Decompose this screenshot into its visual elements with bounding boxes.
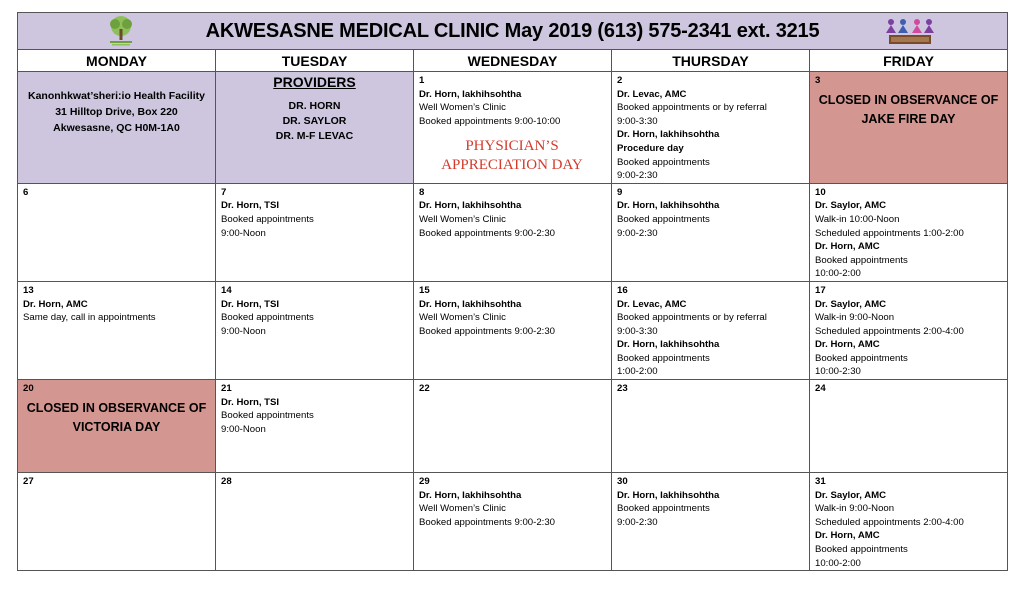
week-row <box>18 473 1008 571</box>
address-line: Akwesasne, QC H0M-1A0 <box>53 122 180 134</box>
address-line: Kanonhkwat’sheri:io Health Facility <box>28 90 205 102</box>
day-cell-14 <box>216 281 414 379</box>
day-cell-31 <box>810 473 1008 571</box>
schedule-line: 9:00-Noon <box>221 423 266 435</box>
doctor-name: Dr. Horn, TSI <box>221 298 280 310</box>
day-number: 22 <box>419 383 430 395</box>
schedule-line: 1:00-2:00 <box>617 366 658 378</box>
people-logo-icon <box>877 16 943 46</box>
day-cell-20 <box>18 380 216 473</box>
day-cell-2 <box>612 72 810 184</box>
day-number: 16 <box>617 284 628 296</box>
closed-notice-line: VICTORIA DAY <box>72 419 161 434</box>
schedule-line: 9:00-3:30 <box>617 115 658 127</box>
weekday-header: WEDNESDAY <box>414 50 612 72</box>
doctor-name: Dr. Horn, Iakhihsohtha <box>419 88 522 100</box>
doctor-name: Dr. Horn, Iakhihsohtha <box>617 129 720 141</box>
schedule-line: Booked appointments <box>221 312 314 324</box>
day-cell-30 <box>612 473 810 571</box>
schedule-line: Booked appointments <box>221 410 314 422</box>
doctor-name: Dr. Horn, Iakhihsohtha <box>419 489 522 501</box>
schedule-line: Booked appointments or by referral <box>617 312 767 324</box>
calendar-table <box>17 12 1008 571</box>
day-number: 10 <box>815 186 826 198</box>
doctor-name: Dr. Horn, Iakhihsohtha <box>617 339 720 351</box>
schedule-line: 10:00-2:00 <box>815 557 861 569</box>
day-cell-15 <box>414 281 612 379</box>
week-row <box>18 380 1008 473</box>
schedule-line: Booked appointments <box>815 352 908 364</box>
day-number: 2 <box>617 75 623 86</box>
schedule-line: Booked appointments <box>617 156 710 168</box>
title-cell <box>18 13 1008 50</box>
closed-notice-line: CLOSED IN OBSERVANCE OF <box>818 92 999 107</box>
day-number: 29 <box>419 476 430 488</box>
weekday-header: TUESDAY <box>216 50 414 72</box>
day-cell-27 <box>18 473 216 571</box>
day-number: 28 <box>221 476 232 488</box>
special-event <box>419 137 611 175</box>
schedule-line: 10:00-2:00 <box>815 268 861 280</box>
doctor-name: Dr. Horn, AMC <box>23 298 88 310</box>
day-cell-23 <box>612 380 810 473</box>
doctor-name: Dr. Levac, AMC <box>617 88 687 100</box>
closed-notice <box>815 91 1007 129</box>
schedule-line: Same day, call in appointments <box>23 312 156 324</box>
day-cell-28 <box>216 473 414 571</box>
doctor-name: Dr. Horn, Iakhihsohtha <box>419 298 522 310</box>
schedule-line: Booked appointments 9:00-10:00 <box>419 115 561 127</box>
schedule-note: Procedure day <box>617 142 684 154</box>
schedule-line: 9:00-Noon <box>221 325 266 337</box>
day-cell-29 <box>414 473 612 571</box>
schedule-line: Walk-in 9:00-Noon <box>815 503 895 515</box>
schedule-line: Booked appointments <box>617 503 710 515</box>
doctor-name: Dr. Saylor, AMC <box>815 200 887 212</box>
schedule-line: Booked appointments 9:00-2:30 <box>419 227 556 239</box>
schedule-line: 9:00-2:30 <box>617 170 658 182</box>
schedule-line: Well Women’s Clinic <box>419 102 506 114</box>
title-bar <box>18 13 1008 50</box>
doctor-name: Dr. Saylor, AMC <box>815 489 887 501</box>
day-number: 14 <box>221 284 232 296</box>
day-number: 27 <box>23 476 34 488</box>
schedule-line: Scheduled appointments 2:00-4:00 <box>815 325 964 337</box>
day-cell-10 <box>810 183 1008 281</box>
doctor-name: Dr. Horn, Iakhihsohtha <box>617 489 720 501</box>
day-number: 31 <box>815 476 826 488</box>
doctor-name: Dr. Horn, AMC <box>815 530 880 542</box>
provider-name: DR. SAYLOR <box>282 115 347 127</box>
day-cell-24 <box>810 380 1008 473</box>
schedule-line: Walk-in 10:00-Noon <box>815 213 900 225</box>
day-cell-7 <box>216 183 414 281</box>
day-number: 1 <box>419 75 425 86</box>
doctor-name: Dr. Horn, Iakhihsohtha <box>419 200 522 212</box>
day-cell-8 <box>414 183 612 281</box>
closed-notice-line: JAKE FIRE DAY <box>861 111 956 126</box>
day-number: 20 <box>23 383 34 395</box>
doctor-name: Dr. Saylor, AMC <box>815 298 887 310</box>
schedule-line: Booked appointments <box>617 213 710 225</box>
schedule-line: 9:00-Noon <box>221 227 266 239</box>
day-cell-9 <box>612 183 810 281</box>
closed-notice <box>23 399 215 437</box>
day-number: 30 <box>617 476 628 488</box>
schedule-line: Well Women’s Clinic <box>419 312 506 324</box>
day-cell-22 <box>414 380 612 473</box>
weekday-header-row <box>18 50 1008 72</box>
address-line: 31 Hilltop Drive, Box 220 <box>55 106 178 118</box>
day-number: 8 <box>419 186 425 198</box>
tree-logo-icon <box>106 15 136 47</box>
schedule-line: Booked appointments <box>815 544 908 556</box>
doctor-name: Dr. Horn, Iakhihsohtha <box>617 200 720 212</box>
schedule-line: Booked appointments 9:00-2:30 <box>419 516 556 528</box>
day-number: 3 <box>815 75 821 86</box>
day-cell-17 <box>810 281 1008 379</box>
day-number: 21 <box>221 383 232 395</box>
closed-notice-line: CLOSED IN OBSERVANCE OF <box>26 400 207 415</box>
doctor-name: Dr. Horn, TSI <box>221 396 280 408</box>
schedule-line: Well Women’s Clinic <box>419 503 506 515</box>
day-number: 6 <box>23 186 29 198</box>
doctor-name: Dr. Horn, AMC <box>815 241 880 253</box>
schedule-line: Well Women’s Clinic <box>419 213 506 225</box>
address-cell <box>18 72 216 184</box>
day-number: 17 <box>815 284 826 296</box>
day-number: 13 <box>23 284 34 296</box>
day-number: 15 <box>419 284 430 296</box>
doctor-name: Dr. Horn, AMC <box>815 339 880 351</box>
day-number: 9 <box>617 186 623 198</box>
day-number: 24 <box>815 383 826 395</box>
day-number: 23 <box>617 383 628 395</box>
day-cell-6 <box>18 183 216 281</box>
providers-title: PROVIDERS <box>273 74 356 90</box>
provider-name: DR. HORN <box>288 100 341 112</box>
provider-name: DR. M-F LEVAC <box>275 130 354 142</box>
schedule-line: Scheduled appointments 2:00-4:00 <box>815 516 964 528</box>
day-number: 7 <box>221 186 227 198</box>
weekday-header: FRIDAY <box>810 50 1008 72</box>
schedule-line: 10:00-2:30 <box>815 366 861 378</box>
day-cell-1 <box>414 72 612 184</box>
special-event-line: PHYSICIAN’S <box>465 138 559 155</box>
week-row <box>18 183 1008 281</box>
providers-cell <box>216 72 414 184</box>
day-cell-13 <box>18 281 216 379</box>
schedule-line: Booked appointments 9:00-2:30 <box>419 325 556 337</box>
schedule-line: Booked appointments <box>221 213 314 225</box>
schedule-line: Booked appointments <box>815 254 908 266</box>
schedule-line: Booked appointments or by referral <box>617 102 767 114</box>
day-cell-16 <box>612 281 810 379</box>
week-row <box>18 281 1008 379</box>
doctor-name: Dr. Horn, TSI <box>221 200 280 212</box>
day-cell-3 <box>810 72 1008 184</box>
schedule-line: Booked appointments <box>617 352 710 364</box>
week-row <box>18 72 1008 184</box>
schedule-line: 9:00-2:30 <box>617 227 658 239</box>
schedule-line: Scheduled appointments 1:00-2:00 <box>815 227 964 239</box>
page-title: AKWESASNE MEDICAL CLINIC May 2019 (613) 575-2341 ext. 3215 <box>205 20 820 42</box>
schedule-line: Walk-in 9:00-Noon <box>815 312 895 324</box>
schedule-line: 9:00-2:30 <box>617 516 658 528</box>
weekday-header: THURSDAY <box>612 50 810 72</box>
doctor-name: Dr. Levac, AMC <box>617 298 687 310</box>
schedule-line: 9:00-3:30 <box>617 325 658 337</box>
day-cell-21 <box>216 380 414 473</box>
weekday-header: MONDAY <box>18 50 216 72</box>
special-event-line: APPRECIATION DAY <box>441 157 583 174</box>
